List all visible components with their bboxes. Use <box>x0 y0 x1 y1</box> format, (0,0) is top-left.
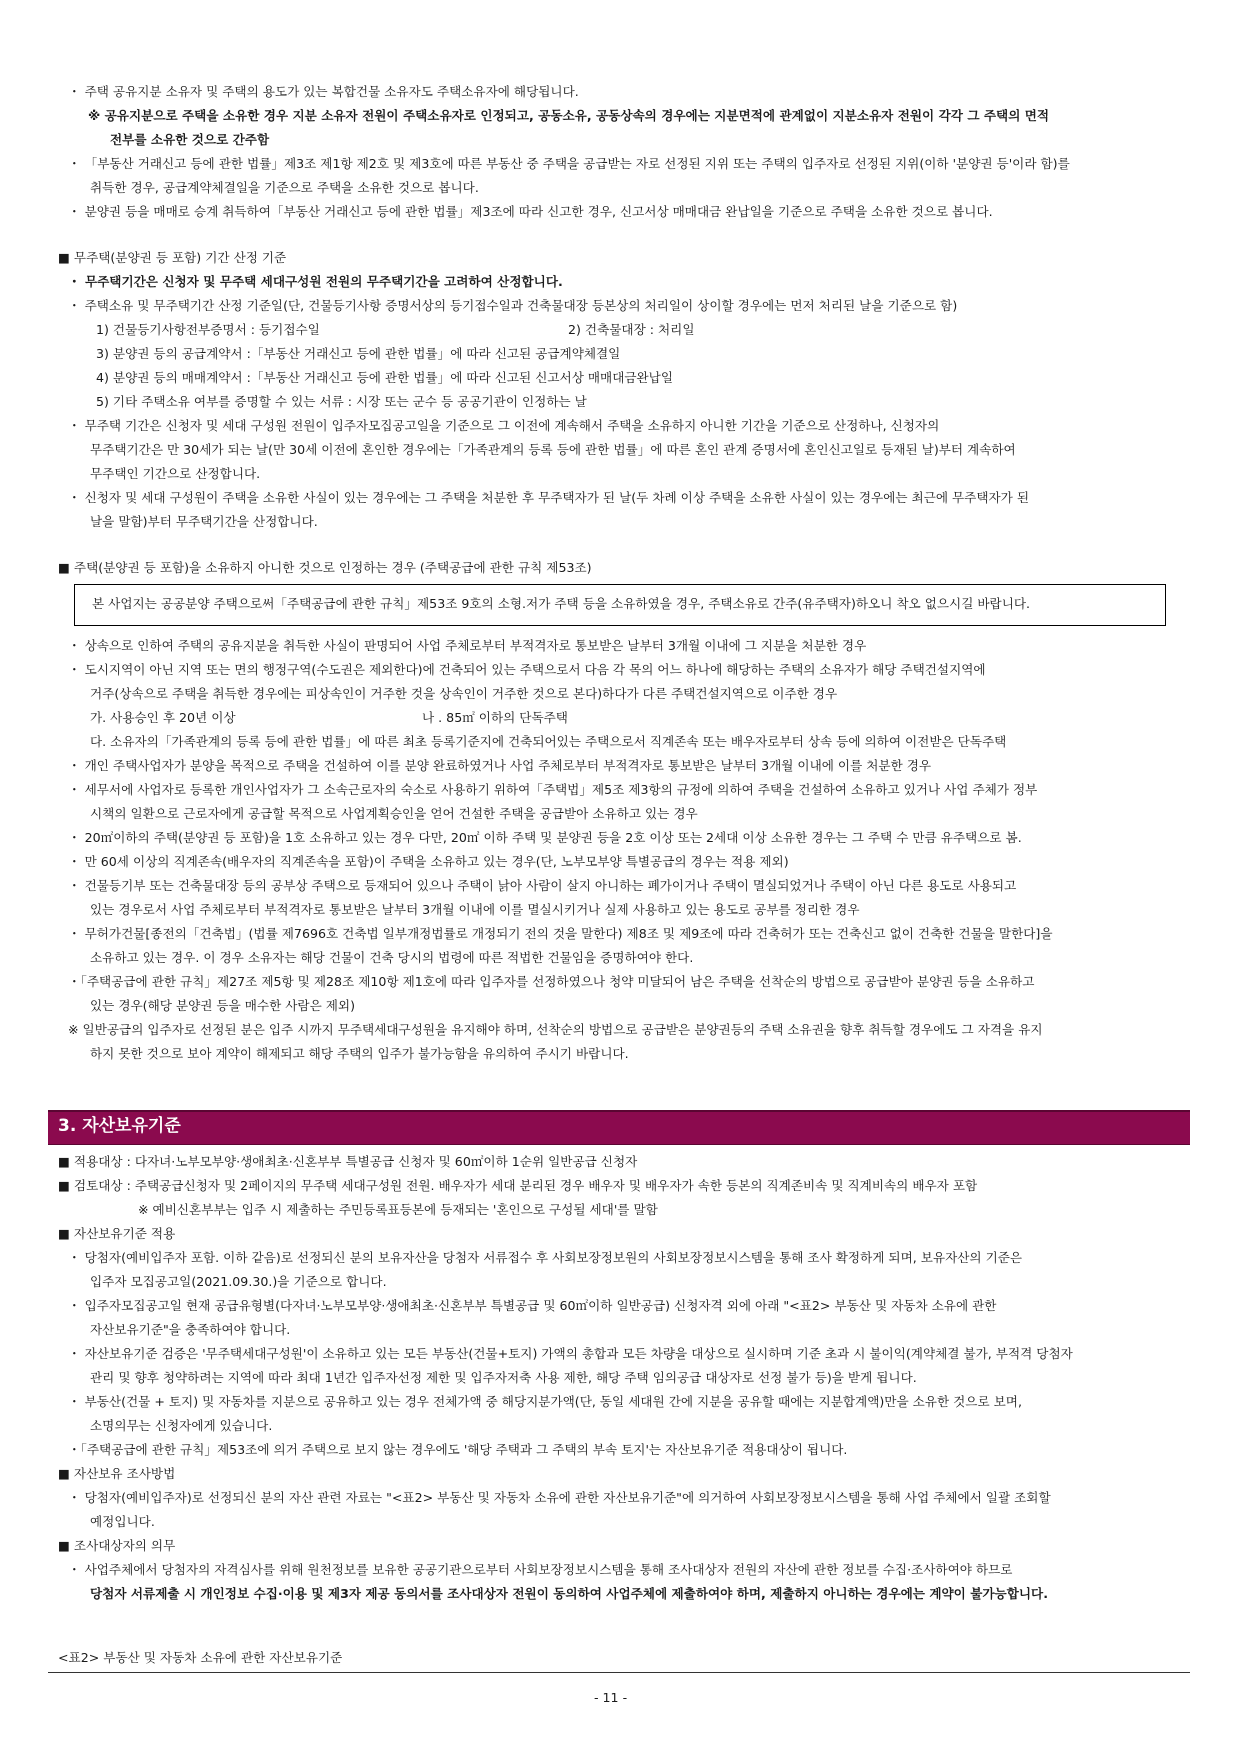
text-line: 가. 사용승인 후 20년 이상 <box>90 710 236 725</box>
text-line: ※ 일반공급의 입주자로 선정된 분은 입주 시까지 무주택세대구성원을 유지해야 하며, 선착순의 방법으로 공급받은 분양권등의 주택 소유권을 향후 취득할 경우에도 그 자격을 유지 <box>68 1022 1043 1037</box>
text-line: 취득한 경우, 공급계약체결일을 기준으로 주택을 소유한 것으로 봅니다. <box>90 180 479 195</box>
text-line: ・ 부동산(건물 + 토지) 및 자동차를 지분으로 공유하고 있는 경우 전체가액 중 해당지분가액(단, 동일 세대원 간에 지분을 공유할 때에는 지분합계액)만을 소유한 것으로 보며, <box>68 1394 1022 1409</box>
text-line: ・ 20㎡이하의 주택(분양권 등 포함)을 1호 소유하고 있는 경우 다만, 20㎡ 이하 주택 및 분양권 등을 2호 이상 또는 2세대 이상 소유한 경우는 그 주택 수 만큼 유주택으로 봄. <box>68 830 1022 845</box>
text-line: 날을 말함)부터 무주택기간을 산정합니다. <box>90 514 318 529</box>
text-line: ・ 세무서에 사업자로 등록한 개인사업자가 그 소속근로자의 숙소로 사용하기 위하여「주택법」제5조 제3항의 규정에 의하여 주택을 건설하여 소유하고 있거나 사업 주체가 정부 <box>68 782 1038 797</box>
text-line: 2) 건축물대장 : 처리일 <box>568 322 695 337</box>
subsection-heading: ■ 조사대상자의 의무 <box>58 1538 176 1553</box>
text-line: 입주자 모집공고일(2021.09.30.)을 기준으로 합니다. <box>90 1274 387 1289</box>
text-line: ■ 검토대상 : 주택공급신청자 및 2페이지의 무주택 세대구성원 전원. 배우자가 세대 분리된 경우 배우자 및 배우자가 속한 등본의 직계존비속 및 직계비속의 배우자 포함 <box>58 1178 978 1193</box>
text-line: ・ 「부동산 거래신고 등에 관한 법률」제3조 제1항 제2호 및 제3호에 따른 부동산 중 주택을 공급받는 자로 선정된 지위 또는 주택의 입주자로 선정된 지위(이하 '분양권 등'이라 함)를 <box>68 156 1070 171</box>
text-line: ・ 개인 주택사업자가 분양을 목적으로 주택을 건설하여 이를 분양 완료하였거나 사업 주체로부터 부적격자로 통보받은 날부터 3개월 이내에 이를 처분한 경우 <box>68 758 932 773</box>
subsection-heading: ■ 자산보유 조사방법 <box>58 1466 176 1481</box>
subsection-heading: ■ 무주택(분양권 등 포함) 기간 산정 기준 <box>58 250 287 265</box>
text-line: 5) 기타 주택소유 여부를 증명할 수 있는 서류 : 시장 또는 군수 등 공공기관이 인정하는 날 <box>96 394 587 409</box>
text-line: ・ 신청자 및 세대 구성원이 주택을 소유한 사실이 있는 경우에는 그 주택을 처분한 후 무주택자가 된 날(두 차례 이상 주택을 소유한 사실이 있는 경우에는 최근에 무주택자가 된 <box>68 490 1030 505</box>
text-line: ・ 건물등기부 또는 건축물대장 등의 공부상 주택으로 등재되어 있으나 주택이 낡아 사람이 살지 아니하는 폐가이거나 주택이 멸실되었거나 주택이 아닌 다른 용도로 사용되고 <box>68 878 1017 893</box>
text-line: 1) 건물등기사항전부증명서 : 등기접수일 <box>96 322 320 337</box>
text-line: ・ 사업주체에서 당첨자의 자격심사를 위해 원천정보를 보유한 공공기관으로부터 사회보장정보시스템을 통해 조사대상자 전원의 자산에 관한 정보를 수집·조사하여야 하므로 <box>68 1562 1013 1577</box>
text-line: 전부를 소유한 것으로 간주함 <box>110 132 270 147</box>
text-line: 거주(상속으로 주택을 취득한 경우에는 피상속인이 거주한 것을 상속인이 거주한 것으로 본다)하다가 다른 주택건설지역으로 이주한 경우 <box>90 686 838 701</box>
text-line: 있는 경우로서 사업 주체로부터 부적격자로 통보받은 날부터 3개월 이내에 이를 멸실시키거나 실제 사용하고 있는 용도로 공부를 정리한 경우 <box>90 902 860 917</box>
text-line: ・ 만 60세 이상의 직계존속(배우자의 직계존속을 포함)이 주택을 소유하고 있는 경우(단, 노부모부양 특별공급의 경우는 적용 제외) <box>68 854 789 869</box>
notice-text: 본 사업지는 공공분양 주택으로써「주택공급에 관한 규칙」제53조 9호의 소형.저가 주택 등을 소유하였을 경우, 주택소유로 간주(유주택자)하오니 착오 없으시길 바랍니다. <box>92 596 1031 611</box>
text-line: 나 . 85㎡ 이하의 단독주택 <box>422 710 568 725</box>
text-line: 있는 경우(해당 분양권 등을 매수한 사람은 제외) <box>90 998 355 1013</box>
text-line: 다. 소유자의「가족관계의 등록 등에 관한 법률」에 따른 최초 등록기준지에 건축되어있는 주택으로서 직계존속 또는 배우자로부터 상속 등에 의하여 이전받은 단독주택 <box>90 734 1007 749</box>
text-line: ■ 적용대상 : 다자녀·노부모부양·생애최초·신혼부부 특별공급 신청자 및 60㎡이하 1순위 일반공급 신청자 <box>58 1154 638 1169</box>
text-line: 시책의 일환으로 근로자에게 공급할 목적으로 사업계획승인을 얻어 건설한 주택을 공급받아 소유하고 있는 경우 <box>90 806 698 821</box>
text-line: 예정입니다. <box>90 1514 155 1529</box>
divider <box>48 1672 1190 1673</box>
text-line: 3) 분양권 등의 공급계약서 :「부동산 거래신고 등에 관한 법률」에 따라 신고된 공급계약체결일 <box>96 346 621 361</box>
text-line: 소명의무는 신청자에게 있습니다. <box>90 1418 273 1433</box>
text-line: ※ 공유지분으로 주택을 소유한 경우 지분 소유자 전원이 주택소유자로 인정되고, 공동소유, 공동상속의 경우에는 지분면적에 관계없이 지분소유자 전원이 각각 그 주택의 면적 <box>88 108 1050 123</box>
text-line: ・ 당첨자(예비입주자)로 선정되신 분의 자산 관련 자료는 "<표2> 부동산 및 자동차 소유에 관한 자산보유기준"에 의거하여 사회보장정보시스템을 통해 사업 주체에서 일괄 조회할 <box>68 1490 1051 1505</box>
text-line: 관리 및 향후 청약하려는 지역에 따라 최대 1년간 입주자선정 제한 및 입주자저축 사용 제한, 해당 주택 임의공급 대상자로 선정 불가 등)을 받게 됩니다. <box>90 1370 917 1385</box>
text-line: ・ 당첨자(예비입주자 포함. 이하 같음)로 선정되신 분의 보유자산을 당첨자 서류접수 후 사회보장정보원의 사회보장정보시스템을 통해 조사 확정하게 되며, 보유자산의 기준은 <box>68 1250 1023 1265</box>
text-line: 무주택인 기간으로 산정합니다. <box>90 466 261 481</box>
text-line: ・「주택공급에 관한 규칙」제27조 제5항 및 제28조 제10항 제1호에 따라 입주자를 선정하였으나 청약 미달되어 남은 주택을 선착순의 방법으로 공급받아 분양권 등을 소유하고 <box>68 974 1035 989</box>
text-line: ・ 주택 공유지분 소유자 및 주택의 용도가 있는 복합건물 소유자도 주택소유자에 해당됩니다. <box>68 84 579 99</box>
text-line: 4) 분양권 등의 매매계약서 :「부동산 거래신고 등에 관한 법률」에 따라 신고된 신고서상 매매대금완납일 <box>96 370 674 385</box>
text-line: ・ 자산보유기준 검증은 '무주택세대구성원'이 소유하고 있는 모든 부동산(건물+토지) 가액의 총합과 모든 차량을 대상으로 실시하며 기준 초과 시 불이익(계약체결 불가, 부적격 당첨자 <box>68 1346 1073 1361</box>
text-line: ・ 도시지역이 아닌 지역 또는 면의 행정구역(수도권은 제외한다)에 건축되어 있는 주택으로서 다음 각 목의 어느 하나에 해당하는 주택의 소유자가 해당 주택건설지역에 <box>68 662 986 677</box>
table-caption: <표2> 부동산 및 자동차 소유에 관한 자산보유기준 <box>58 1650 343 1665</box>
section-title: 3. 자산보유기준 <box>58 1116 181 1136</box>
text-line: 자산보유기준"을 충족하여야 합니다. <box>90 1322 291 1337</box>
text-line: 무주택기간은 만 30세가 되는 날(만 30세 이전에 혼인한 경우에는「가족관계의 등록 등에 관한 법률」에 따른 혼인 관계 증명서에 혼인신고일로 등재된 날)부터 계속하여 <box>90 442 1016 457</box>
text-line: ・ 무주택기간은 신청자 및 무주택 세대구성원 전원의 무주택기간을 고려하여 산정합니다. <box>68 274 563 289</box>
text-line: ・ 무주택 기간은 신청자 및 세대 구성원 전원이 입주자모집공고일을 기준으로 그 이전에 계속해서 주택을 소유하지 아니한 기간을 기준으로 산정하나, 신청자의 <box>68 418 940 433</box>
text-line: ・ 입주자모집공고일 현재 공급유형별(다자녀·노부모부양·생애최초·신혼부부 특별공급 및 60㎡이하 일반공급) 신청자격 외에 아래 "<표2> 부동산 및 자동차 소유에 관한 <box>68 1298 997 1313</box>
text-line: ・ 분양권 등을 매매로 승계 취득하여「부동산 거래신고 등에 관한 법률」제3조에 따라 신고한 경우, 신고서상 매매대금 완납일을 기준으로 주택을 소유한 것으로 봅니다. <box>68 204 993 219</box>
subsection-heading: ■ 주택(분양권 등 포함)을 소유하지 아니한 것으로 인정하는 경우 (주택공급에 관한 규칙 제53조) <box>58 560 592 575</box>
subsection-heading: ■ 자산보유기준 적용 <box>58 1226 176 1241</box>
text-line: 소유하고 있는 경우. 이 경우 소유자는 해당 건물이 건축 당시의 법령에 따른 적법한 건물임을 증명하여야 한다. <box>90 950 694 965</box>
text-line: ・ 상속으로 인하여 주택의 공유지분을 취득한 사실이 판명되어 사업 주체로부터 부적격자로 통보받은 날부터 3개월 이내에 그 지분을 처분한 경우 <box>68 638 867 653</box>
text-line: ・ 무허가건물[종전의「건축법」(법률 제7696호 건축법 일부개정법률로 개정되기 전의 것을 말한다) 제8조 및 제9조에 따라 건축허가 또는 건축신고 없이 건축한 건물을 말한다]을 <box>68 926 1053 941</box>
page-number: - 11 - <box>594 1690 628 1705</box>
text-line: 하지 못한 것으로 보아 계약이 해제되고 해당 주택의 입주가 불가능함을 유의하여 주시기 바랍니다. <box>90 1046 629 1061</box>
text-line: 당첨자 서류제출 시 개인정보 수집·이용 및 제3자 제공 동의서를 조사대상자 전원이 동의하여 사업주체에 제출하여야 하며, 제출하지 아니하는 경우에는 계약이 불가능합니다. <box>90 1586 1049 1601</box>
text-line: ※ 예비신혼부부는 입주 시 제출하는 주민등록표등본에 등재되는 '혼인으로 구성될 세대'를 말함 <box>138 1202 658 1217</box>
section-header-bar <box>48 1110 1190 1145</box>
text-line: ・「주택공급에 관한 규칙」제53조에 의거 주택으로 보지 않는 경우에도 '해당 주택과 그 주택의 부속 토지'는 자산보유기준 적용대상이 됩니다. <box>68 1442 848 1457</box>
text-line: ・ 주택소유 및 무주택기간 산정 기준일(단, 건물등기사항 증명서상의 등기접수일과 건축물대장 등본상의 처리일이 상이할 경우에는 먼저 처리된 날을 기준으로 함) <box>68 298 958 313</box>
